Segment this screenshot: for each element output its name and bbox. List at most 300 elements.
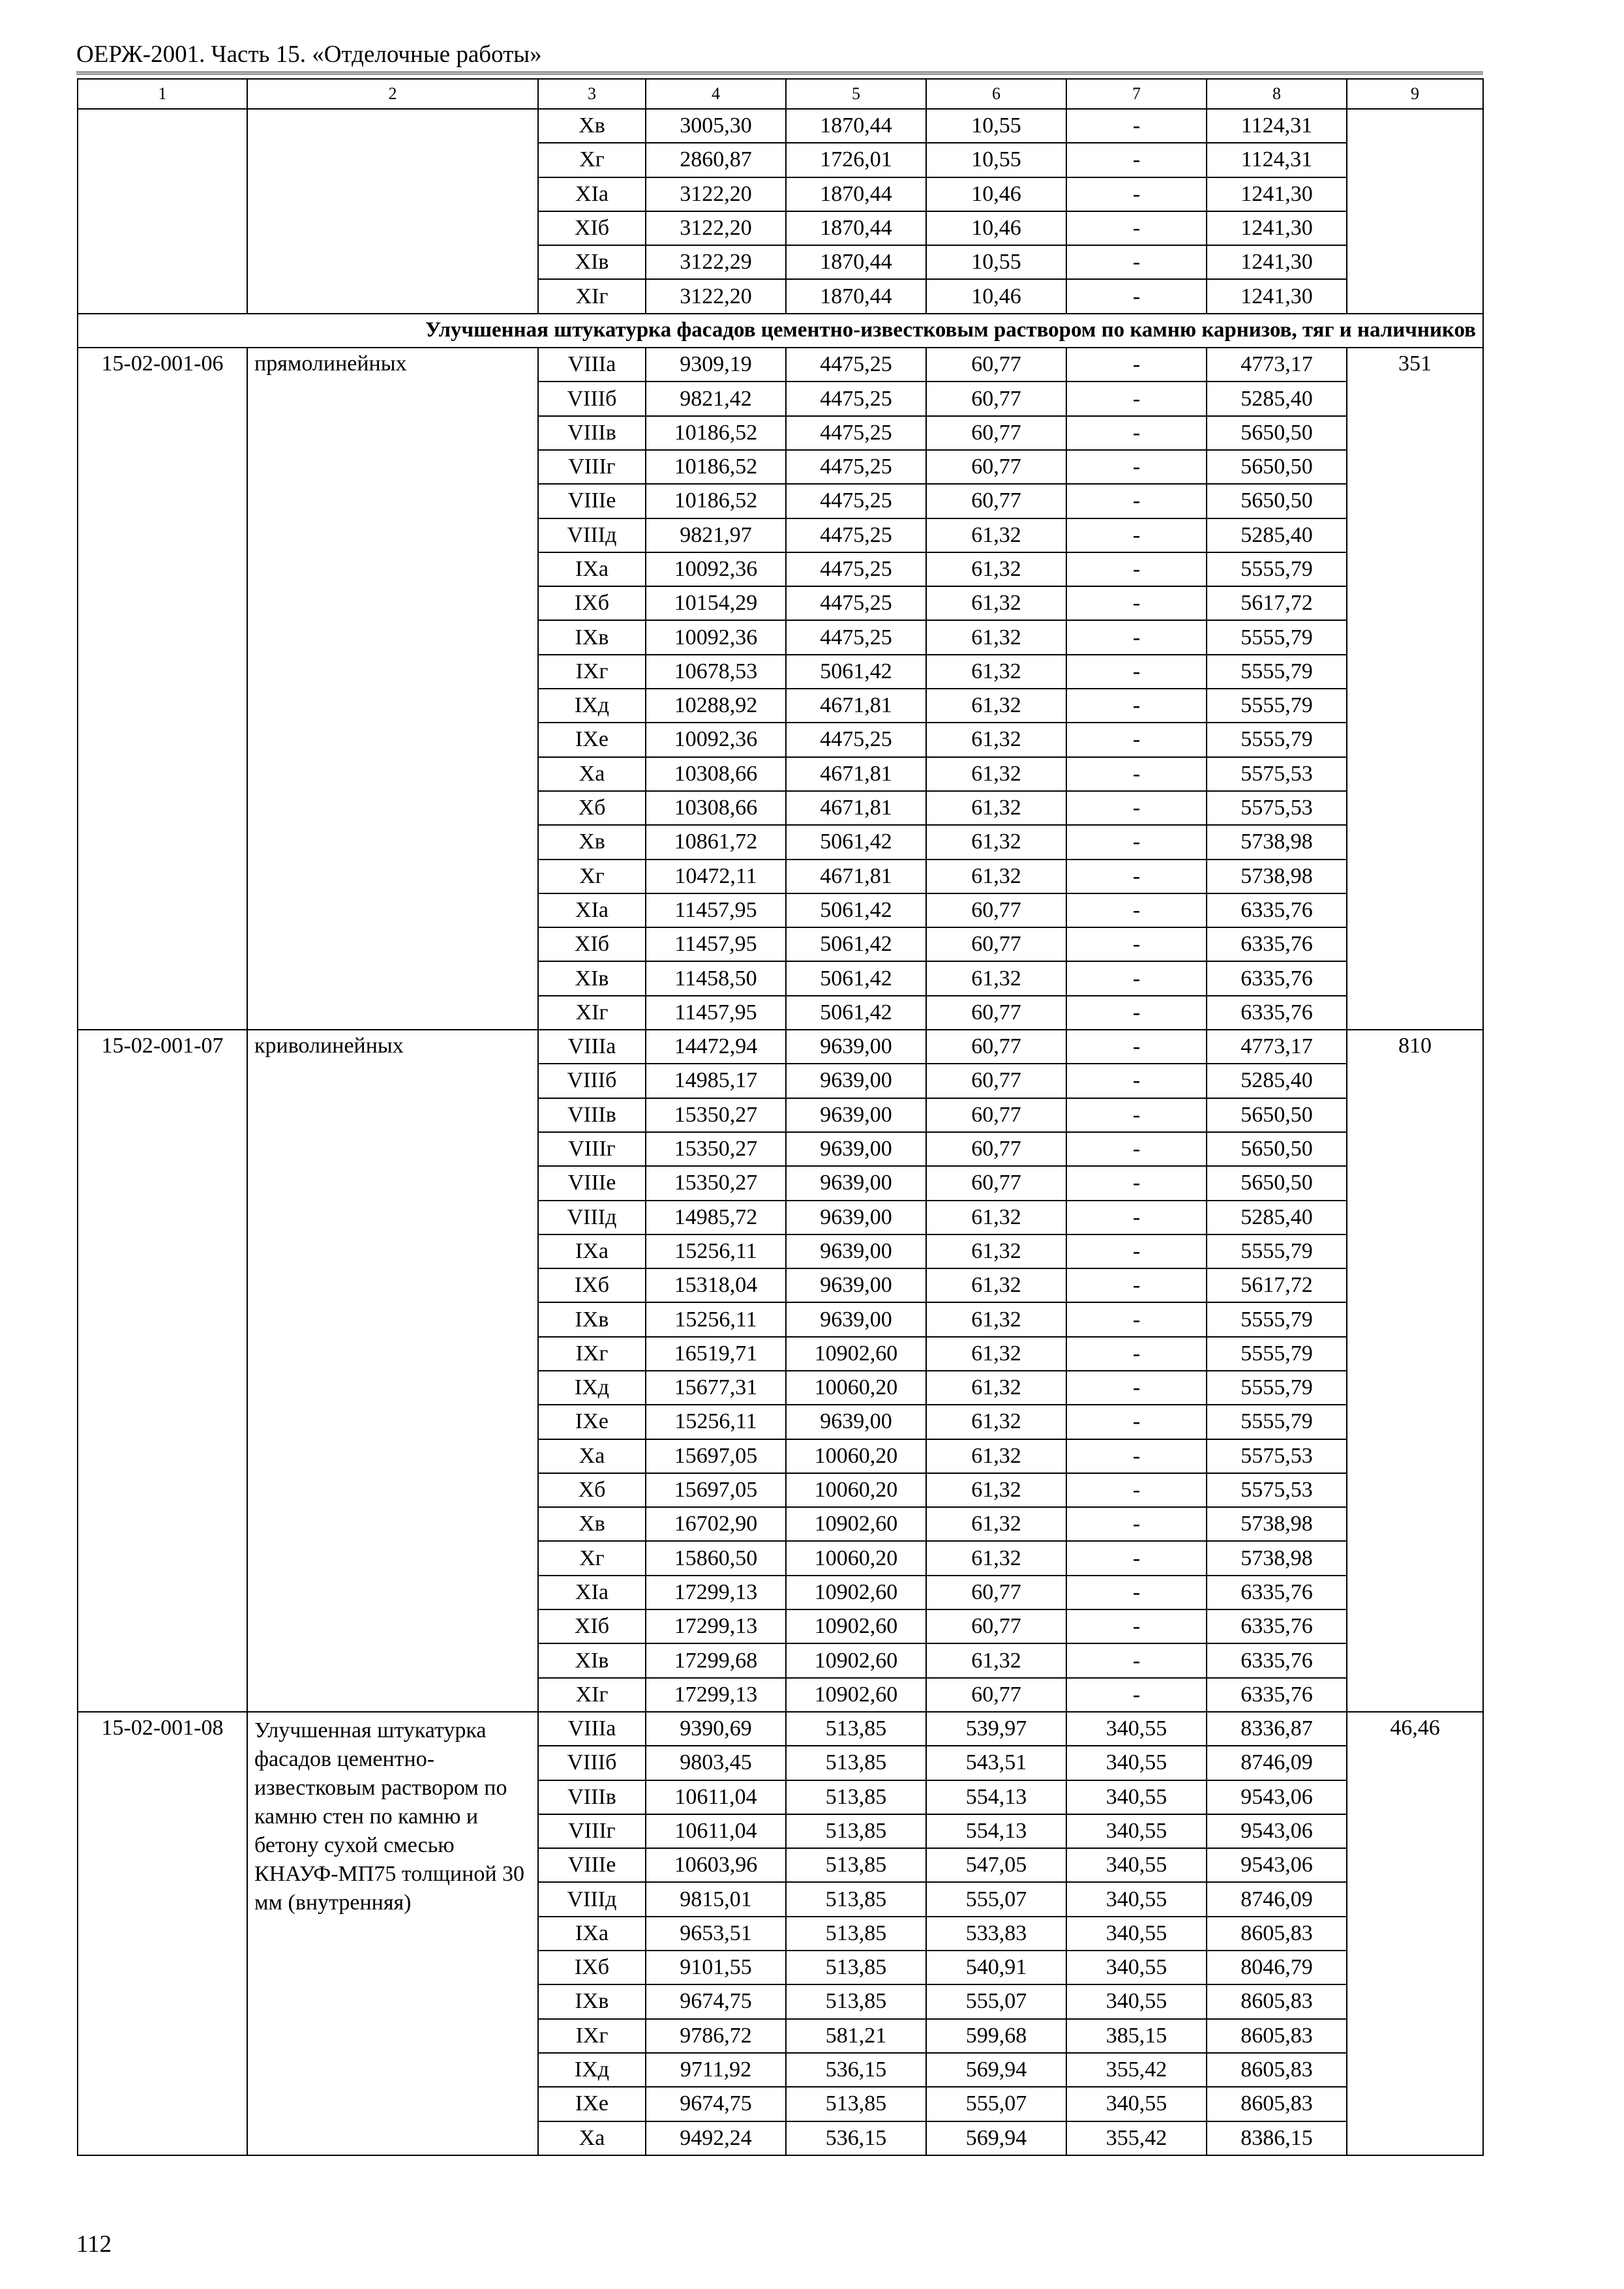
total-cost-cell: 15318,04 bbox=[646, 1268, 786, 1302]
zone-cell: IXа bbox=[538, 552, 646, 586]
page-header: ОЕРЖ-2001. Часть 15. «Отделочные работы» bbox=[76, 41, 542, 68]
drivers-wages-cell: - bbox=[1066, 1132, 1207, 1166]
machines-cell: 60,77 bbox=[926, 1064, 1066, 1098]
drivers-wages-cell: - bbox=[1066, 893, 1207, 927]
materials-cell: 4773,17 bbox=[1207, 348, 1347, 382]
drivers-wages-cell: - bbox=[1066, 518, 1207, 552]
total-cost-cell: 3122,20 bbox=[646, 211, 786, 245]
wages-cell: 10902,60 bbox=[786, 1507, 926, 1541]
drivers-wages-cell: - bbox=[1066, 757, 1207, 791]
zone-cell: XIб bbox=[538, 1609, 646, 1643]
drivers-wages-cell: - bbox=[1066, 1064, 1207, 1098]
materials-cell: 9543,06 bbox=[1207, 1780, 1347, 1814]
zone-cell: XIб bbox=[538, 927, 646, 961]
machines-cell: 61,32 bbox=[926, 1473, 1066, 1507]
materials-cell: 9543,06 bbox=[1207, 1814, 1347, 1848]
materials-cell: 5555,79 bbox=[1207, 1371, 1347, 1405]
column-number: 1 bbox=[78, 79, 247, 109]
materials-cell: 5738,98 bbox=[1207, 1541, 1347, 1575]
machines-cell: 61,32 bbox=[926, 791, 1066, 825]
materials-cell: 5285,40 bbox=[1207, 518, 1347, 552]
materials-cell: 5650,50 bbox=[1207, 1132, 1347, 1166]
zone-cell: IXе bbox=[538, 1405, 646, 1439]
drivers-wages-cell: - bbox=[1066, 825, 1207, 859]
wages-cell: 536,15 bbox=[786, 2053, 926, 2087]
zone-cell: VIIIб bbox=[538, 1746, 646, 1780]
machines-cell: 60,77 bbox=[926, 1576, 1066, 1609]
materials-cell: 6335,76 bbox=[1207, 1609, 1347, 1643]
total-cost-cell: 9674,75 bbox=[646, 1984, 786, 2018]
total-cost-cell: 14472,94 bbox=[646, 1030, 786, 1064]
wages-cell: 10060,20 bbox=[786, 1371, 926, 1405]
total-cost-cell: 10308,66 bbox=[646, 791, 786, 825]
wages-cell: 513,85 bbox=[786, 1882, 926, 1916]
zone-cell: XIг bbox=[538, 996, 646, 1030]
zone-cell: XIв bbox=[538, 1643, 646, 1677]
wages-cell: 5061,42 bbox=[786, 996, 926, 1030]
table-row bbox=[78, 1712, 1483, 1746]
wages-cell: 9639,00 bbox=[786, 1405, 926, 1439]
wages-cell: 581,21 bbox=[786, 2019, 926, 2053]
total-cost-cell: 14985,17 bbox=[646, 1064, 786, 1098]
column-number: 6 bbox=[926, 79, 1066, 109]
total-cost-cell: 10611,04 bbox=[646, 1814, 786, 1848]
drivers-wages-cell: - bbox=[1066, 1609, 1207, 1643]
wages-cell: 4475,25 bbox=[786, 723, 926, 756]
total-cost-cell: 9309,19 bbox=[646, 348, 786, 382]
wages-cell: 513,85 bbox=[786, 1984, 926, 2018]
zone-cell: XIа bbox=[538, 1576, 646, 1609]
total-cost-cell: 10186,52 bbox=[646, 416, 786, 450]
machines-cell: 61,32 bbox=[926, 1371, 1066, 1405]
materials-cell: 5575,53 bbox=[1207, 1439, 1347, 1473]
name-cell: Улучшенная штукатурка фасадов цементно-известковым раствором по камню стен по камню и бетону сухой смесью КНАУФ-МП75 толщиной 30 мм (внутренняя) bbox=[247, 1712, 538, 2155]
total-cost-cell: 3122,29 bbox=[646, 245, 786, 279]
drivers-wages-cell: - bbox=[1066, 1234, 1207, 1268]
code-cell: 15-02-001-08 bbox=[78, 1712, 247, 2155]
zone-cell: IXа bbox=[538, 1234, 646, 1268]
total-cost-cell: 2860,87 bbox=[646, 143, 786, 177]
materials-cell: 6335,76 bbox=[1207, 961, 1347, 995]
materials-cell: 8746,09 bbox=[1207, 1882, 1347, 1916]
materials-cell: 5285,40 bbox=[1207, 1064, 1347, 1098]
column-number: 2 bbox=[247, 79, 538, 109]
drivers-wages-cell: 340,55 bbox=[1066, 1848, 1207, 1882]
wages-cell: 10902,60 bbox=[786, 1609, 926, 1643]
materials-cell: 5650,50 bbox=[1207, 450, 1347, 484]
total-cost-cell: 15697,05 bbox=[646, 1473, 786, 1507]
zone-cell: VIIIб bbox=[538, 382, 646, 415]
machines-cell: 60,77 bbox=[926, 927, 1066, 961]
machines-cell: 10,46 bbox=[926, 211, 1066, 245]
machines-cell: 10,55 bbox=[926, 109, 1066, 143]
wages-cell: 513,85 bbox=[786, 1814, 926, 1848]
column-number: 7 bbox=[1066, 79, 1207, 109]
materials-cell: 8605,83 bbox=[1207, 1984, 1347, 2018]
zone-cell: Ха bbox=[538, 1439, 646, 1473]
zone-cell: Хб bbox=[538, 791, 646, 825]
wages-cell: 4671,81 bbox=[786, 860, 926, 893]
machines-cell: 61,32 bbox=[926, 1337, 1066, 1371]
machines-cell: 60,77 bbox=[926, 1678, 1066, 1712]
materials-cell: 1241,30 bbox=[1207, 211, 1347, 245]
drivers-wages-cell: - bbox=[1066, 1371, 1207, 1405]
zone-cell: VIIIе bbox=[538, 1848, 646, 1882]
drivers-wages-cell: 340,55 bbox=[1066, 1984, 1207, 2018]
zone-cell: VIIIа bbox=[538, 1712, 646, 1746]
materials-cell: 5617,72 bbox=[1207, 1268, 1347, 1302]
drivers-wages-cell: - bbox=[1066, 1166, 1207, 1200]
zone-cell: VIIIг bbox=[538, 450, 646, 484]
machines-cell: 60,77 bbox=[926, 348, 1066, 382]
zone-cell: IXе bbox=[538, 723, 646, 756]
drivers-wages-cell: - bbox=[1066, 1030, 1207, 1064]
zone-cell: IXг bbox=[538, 2019, 646, 2053]
materials-cell: 8605,83 bbox=[1207, 2087, 1347, 2121]
materials-cell: 6335,76 bbox=[1207, 996, 1347, 1030]
machines-cell: 555,07 bbox=[926, 1882, 1066, 1916]
materials-cell: 6335,76 bbox=[1207, 1643, 1347, 1677]
wages-cell: 513,85 bbox=[786, 1917, 926, 1951]
total-cost-cell: 10092,36 bbox=[646, 552, 786, 586]
drivers-wages-cell: - bbox=[1066, 177, 1207, 211]
total-cost-cell: 10678,53 bbox=[646, 655, 786, 689]
materials-cell: 5738,98 bbox=[1207, 825, 1347, 859]
column-number: 3 bbox=[538, 79, 646, 109]
zone-cell: XIв bbox=[538, 245, 646, 279]
total-cost-cell: 10288,92 bbox=[646, 689, 786, 723]
wages-cell: 9639,00 bbox=[786, 1268, 926, 1302]
total-cost-cell: 10092,36 bbox=[646, 620, 786, 654]
section-title-row bbox=[78, 314, 1483, 348]
materials-cell: 5285,40 bbox=[1207, 382, 1347, 415]
wages-cell: 4475,25 bbox=[786, 518, 926, 552]
wages-cell: 4475,25 bbox=[786, 382, 926, 415]
column-number-row bbox=[78, 79, 1483, 109]
machines-cell: 61,32 bbox=[926, 757, 1066, 791]
zone-cell: IXе bbox=[538, 2087, 646, 2121]
zone-cell: Хв bbox=[538, 1507, 646, 1541]
zone-cell: Хг bbox=[538, 1541, 646, 1575]
wages-cell: 4475,25 bbox=[786, 620, 926, 654]
total-cost-cell: 9711,92 bbox=[646, 2053, 786, 2087]
materials-cell: 5555,79 bbox=[1207, 1337, 1347, 1371]
machines-cell: 60,77 bbox=[926, 1132, 1066, 1166]
total-cost-cell: 9815,01 bbox=[646, 1882, 786, 1916]
materials-cell: 5285,40 bbox=[1207, 1201, 1347, 1234]
zone-cell: XIа bbox=[538, 893, 646, 927]
total-cost-cell: 10092,36 bbox=[646, 723, 786, 756]
total-cost-cell: 9653,51 bbox=[646, 1917, 786, 1951]
machines-cell: 61,32 bbox=[926, 518, 1066, 552]
materials-cell: 5555,79 bbox=[1207, 1302, 1347, 1336]
machines-cell: 61,32 bbox=[926, 825, 1066, 859]
machines-cell: 61,32 bbox=[926, 1541, 1066, 1575]
zone-cell: VIIIв bbox=[538, 1780, 646, 1814]
drivers-wages-cell: - bbox=[1066, 1302, 1207, 1336]
wages-cell: 1870,44 bbox=[786, 279, 926, 313]
machines-cell: 10,46 bbox=[926, 279, 1066, 313]
zone-cell: Ха bbox=[538, 2121, 646, 2155]
wages-cell: 536,15 bbox=[786, 2121, 926, 2155]
wages-cell: 1870,44 bbox=[786, 109, 926, 143]
wages-cell: 9639,00 bbox=[786, 1166, 926, 1200]
machines-cell: 61,32 bbox=[926, 655, 1066, 689]
code-cell: 15-02-001-06 bbox=[78, 348, 247, 1030]
column-number: 8 bbox=[1207, 79, 1347, 109]
materials-cell: 5555,79 bbox=[1207, 1405, 1347, 1439]
wages-cell: 513,85 bbox=[786, 1780, 926, 1814]
machines-cell: 61,32 bbox=[926, 860, 1066, 893]
materials-cell: 8605,83 bbox=[1207, 2053, 1347, 2087]
materials-cell: 5650,50 bbox=[1207, 1098, 1347, 1132]
total-cost-cell: 17299,13 bbox=[646, 1678, 786, 1712]
drivers-wages-cell: - bbox=[1066, 723, 1207, 756]
drivers-wages-cell: - bbox=[1066, 143, 1207, 177]
drivers-wages-cell: 340,55 bbox=[1066, 1814, 1207, 1848]
wages-cell: 1870,44 bbox=[786, 245, 926, 279]
zone-cell: IXд bbox=[538, 1371, 646, 1405]
machines-cell: 543,51 bbox=[926, 1746, 1066, 1780]
drivers-wages-cell: - bbox=[1066, 382, 1207, 415]
total-cost-cell: 11457,95 bbox=[646, 927, 786, 961]
zone-cell: VIIIг bbox=[538, 1814, 646, 1848]
total-cost-cell: 3005,30 bbox=[646, 109, 786, 143]
drivers-wages-cell: - bbox=[1066, 245, 1207, 279]
total-cost-cell: 15677,31 bbox=[646, 1371, 786, 1405]
section-title: Улучшенная штукатурка фасадов цементно-известковым раствором по камню карнизов, тяг и наличников bbox=[78, 314, 1483, 348]
materials-cell: 5575,53 bbox=[1207, 757, 1347, 791]
column-number: 4 bbox=[646, 79, 786, 109]
total-cost-cell: 10186,52 bbox=[646, 484, 786, 518]
total-cost-cell: 14985,72 bbox=[646, 1201, 786, 1234]
wages-cell: 4475,25 bbox=[786, 552, 926, 586]
machines-cell: 61,32 bbox=[926, 1439, 1066, 1473]
drivers-wages-cell: - bbox=[1066, 1678, 1207, 1712]
drivers-wages-cell: - bbox=[1066, 450, 1207, 484]
machines-cell: 569,94 bbox=[926, 2121, 1066, 2155]
wages-cell: 10060,20 bbox=[786, 1439, 926, 1473]
table-row bbox=[78, 348, 1483, 382]
machines-cell: 61,32 bbox=[926, 1234, 1066, 1268]
wages-cell: 5061,42 bbox=[786, 825, 926, 859]
zone-cell: Хв bbox=[538, 825, 646, 859]
materials-cell: 5555,79 bbox=[1207, 620, 1347, 654]
materials-cell: 8336,87 bbox=[1207, 1712, 1347, 1746]
drivers-wages-cell: 340,55 bbox=[1066, 1951, 1207, 1984]
drivers-wages-cell: - bbox=[1066, 109, 1207, 143]
machines-cell: 61,32 bbox=[926, 961, 1066, 995]
drivers-wages-cell: - bbox=[1066, 927, 1207, 961]
materials-cell: 9543,06 bbox=[1207, 1848, 1347, 1882]
zone-cell: Ха bbox=[538, 757, 646, 791]
drivers-wages-cell: - bbox=[1066, 1541, 1207, 1575]
wages-cell: 5061,42 bbox=[786, 655, 926, 689]
materials-cell: 5575,53 bbox=[1207, 791, 1347, 825]
materials-cell: 1241,30 bbox=[1207, 245, 1347, 279]
name-cell: прямолинейных bbox=[247, 348, 538, 1030]
machines-cell: 60,77 bbox=[926, 1030, 1066, 1064]
column-number: 5 bbox=[786, 79, 926, 109]
drivers-wages-cell: 355,42 bbox=[1066, 2121, 1207, 2155]
total-cost-cell: 16519,71 bbox=[646, 1337, 786, 1371]
total-cost-cell: 9674,75 bbox=[646, 2087, 786, 2121]
zone-cell: IXг bbox=[538, 1337, 646, 1371]
wages-cell: 10902,60 bbox=[786, 1576, 926, 1609]
total-cost-cell: 17299,13 bbox=[646, 1609, 786, 1643]
drivers-wages-cell: - bbox=[1066, 860, 1207, 893]
zone-cell: VIIIд bbox=[538, 1201, 646, 1234]
machines-cell: 547,05 bbox=[926, 1848, 1066, 1882]
wages-cell: 1870,44 bbox=[786, 177, 926, 211]
total-cost-cell: 10861,72 bbox=[646, 825, 786, 859]
wages-cell: 9639,00 bbox=[786, 1030, 926, 1064]
wages-cell: 513,85 bbox=[786, 1746, 926, 1780]
zone-cell: VIIIа bbox=[538, 1030, 646, 1064]
wages-cell: 4475,25 bbox=[786, 450, 926, 484]
drivers-wages-cell: - bbox=[1066, 996, 1207, 1030]
machines-cell: 10,46 bbox=[926, 177, 1066, 211]
materials-cell: 6335,76 bbox=[1207, 1576, 1347, 1609]
machines-cell: 61,32 bbox=[926, 1405, 1066, 1439]
materials-cell: 5555,79 bbox=[1207, 723, 1347, 756]
zone-cell: Хв bbox=[538, 109, 646, 143]
zone-cell: IXб bbox=[538, 1951, 646, 1984]
price-cell: 46,46 bbox=[1347, 1712, 1483, 2155]
total-cost-cell: 10308,66 bbox=[646, 757, 786, 791]
machines-cell: 540,91 bbox=[926, 1951, 1066, 1984]
machines-cell: 61,32 bbox=[926, 1268, 1066, 1302]
drivers-wages-cell: - bbox=[1066, 1473, 1207, 1507]
wages-cell: 10902,60 bbox=[786, 1678, 926, 1712]
zone-cell: VIIIд bbox=[538, 1882, 646, 1916]
total-cost-cell: 9492,24 bbox=[646, 2121, 786, 2155]
machines-cell: 61,32 bbox=[926, 552, 1066, 586]
drivers-wages-cell: 340,55 bbox=[1066, 1917, 1207, 1951]
machines-cell: 61,32 bbox=[926, 689, 1066, 723]
total-cost-cell: 3122,20 bbox=[646, 279, 786, 313]
drivers-wages-cell: 355,42 bbox=[1066, 2053, 1207, 2087]
drivers-wages-cell: - bbox=[1066, 348, 1207, 382]
zone-cell: XIг bbox=[538, 279, 646, 313]
name-cell bbox=[247, 109, 538, 314]
machines-cell: 555,07 bbox=[926, 2087, 1066, 2121]
materials-cell: 1241,30 bbox=[1207, 177, 1347, 211]
total-cost-cell: 10472,11 bbox=[646, 860, 786, 893]
zone-cell: XIв bbox=[538, 961, 646, 995]
total-cost-cell: 10154,29 bbox=[646, 586, 786, 620]
zone-cell: VIIIг bbox=[538, 1132, 646, 1166]
wages-cell: 9639,00 bbox=[786, 1098, 926, 1132]
drivers-wages-cell: - bbox=[1066, 586, 1207, 620]
wages-cell: 513,85 bbox=[786, 1951, 926, 1984]
drivers-wages-cell: - bbox=[1066, 1201, 1207, 1234]
wages-cell: 9639,00 bbox=[786, 1064, 926, 1098]
total-cost-cell: 15350,27 bbox=[646, 1132, 786, 1166]
wages-cell: 513,85 bbox=[786, 1848, 926, 1882]
total-cost-cell: 16702,90 bbox=[646, 1507, 786, 1541]
drivers-wages-cell: 340,55 bbox=[1066, 1780, 1207, 1814]
drivers-wages-cell: - bbox=[1066, 1268, 1207, 1302]
machines-cell: 60,77 bbox=[926, 416, 1066, 450]
code-cell bbox=[78, 109, 247, 314]
total-cost-cell: 15350,27 bbox=[646, 1166, 786, 1200]
machines-cell: 61,32 bbox=[926, 1201, 1066, 1234]
zone-cell: IXв bbox=[538, 1302, 646, 1336]
drivers-wages-cell: - bbox=[1066, 689, 1207, 723]
price-cell: 810 bbox=[1347, 1030, 1483, 1712]
price-table bbox=[77, 78, 1484, 2156]
zone-cell: VIIIд bbox=[538, 518, 646, 552]
materials-cell: 5650,50 bbox=[1207, 416, 1347, 450]
machines-cell: 60,77 bbox=[926, 484, 1066, 518]
zone-cell: IXб bbox=[538, 586, 646, 620]
materials-cell: 8746,09 bbox=[1207, 1746, 1347, 1780]
code-cell: 15-02-001-07 bbox=[78, 1030, 247, 1712]
drivers-wages-cell: - bbox=[1066, 961, 1207, 995]
materials-cell: 8605,83 bbox=[1207, 2019, 1347, 2053]
wages-cell: 5061,42 bbox=[786, 961, 926, 995]
zone-cell: XIа bbox=[538, 177, 646, 211]
materials-cell: 5617,72 bbox=[1207, 586, 1347, 620]
materials-cell: 5555,79 bbox=[1207, 552, 1347, 586]
name-cell: криволинейных bbox=[247, 1030, 538, 1712]
zone-cell: IXа bbox=[538, 1917, 646, 1951]
drivers-wages-cell: 385,15 bbox=[1066, 2019, 1207, 2053]
materials-cell: 5555,79 bbox=[1207, 689, 1347, 723]
machines-cell: 61,32 bbox=[926, 620, 1066, 654]
drivers-wages-cell: - bbox=[1066, 791, 1207, 825]
wages-cell: 9639,00 bbox=[786, 1132, 926, 1166]
materials-cell: 1124,31 bbox=[1207, 109, 1347, 143]
machines-cell: 569,94 bbox=[926, 2053, 1066, 2087]
materials-cell: 5555,79 bbox=[1207, 1234, 1347, 1268]
materials-cell: 5555,79 bbox=[1207, 655, 1347, 689]
materials-cell: 8386,15 bbox=[1207, 2121, 1347, 2155]
wages-cell: 4475,25 bbox=[786, 484, 926, 518]
total-cost-cell: 17299,13 bbox=[646, 1576, 786, 1609]
drivers-wages-cell: 340,55 bbox=[1066, 1746, 1207, 1780]
machines-cell: 555,07 bbox=[926, 1984, 1066, 2018]
header-rule bbox=[76, 72, 1483, 74]
machines-cell: 61,32 bbox=[926, 586, 1066, 620]
machines-cell: 10,55 bbox=[926, 143, 1066, 177]
materials-cell: 5738,98 bbox=[1207, 1507, 1347, 1541]
wages-cell: 4475,25 bbox=[786, 586, 926, 620]
zone-cell: Хг bbox=[538, 143, 646, 177]
zone-cell: IXв bbox=[538, 620, 646, 654]
zone-cell: VIIIе bbox=[538, 1166, 646, 1200]
wages-cell: 9639,00 bbox=[786, 1201, 926, 1234]
zone-cell: IXв bbox=[538, 1984, 646, 2018]
drivers-wages-cell: - bbox=[1066, 211, 1207, 245]
drivers-wages-cell: - bbox=[1066, 1405, 1207, 1439]
drivers-wages-cell: - bbox=[1066, 552, 1207, 586]
wages-cell: 1726,01 bbox=[786, 143, 926, 177]
total-cost-cell: 11457,95 bbox=[646, 996, 786, 1030]
machines-cell: 60,77 bbox=[926, 1166, 1066, 1200]
zone-cell: Хг bbox=[538, 860, 646, 893]
zone-cell: IXб bbox=[538, 1268, 646, 1302]
total-cost-cell: 15256,11 bbox=[646, 1234, 786, 1268]
wages-cell: 10060,20 bbox=[786, 1541, 926, 1575]
materials-cell: 1124,31 bbox=[1207, 143, 1347, 177]
machines-cell: 554,13 bbox=[926, 1780, 1066, 1814]
machines-cell: 10,55 bbox=[926, 245, 1066, 279]
drivers-wages-cell: - bbox=[1066, 1507, 1207, 1541]
wages-cell: 4671,81 bbox=[786, 689, 926, 723]
column-number: 9 bbox=[1347, 79, 1483, 109]
